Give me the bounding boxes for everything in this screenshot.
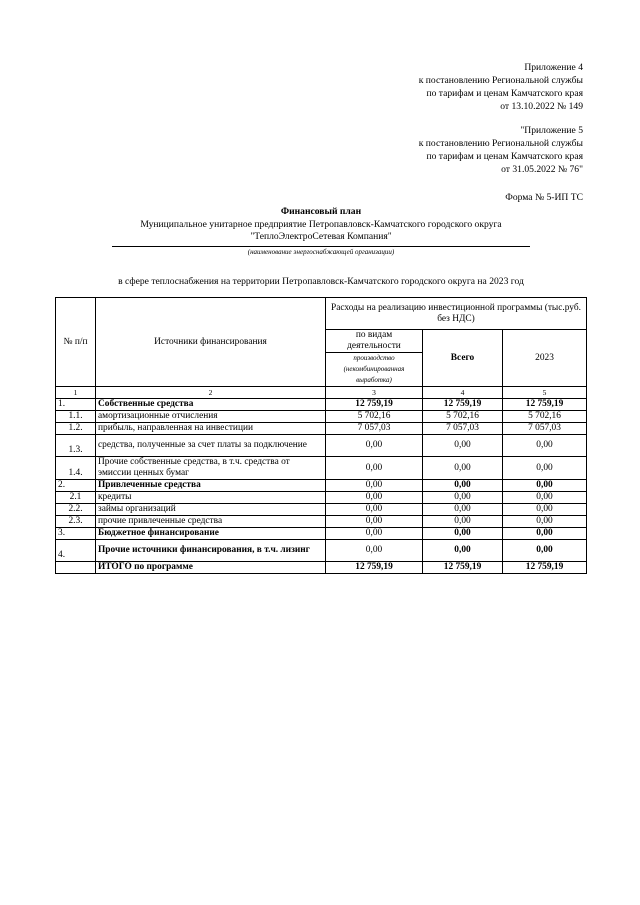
appendix-4-line: Приложение 4 bbox=[524, 62, 583, 73]
column-index: 4 bbox=[423, 387, 503, 399]
organization-caption: (наименование энергоснабжающей организации) bbox=[247, 248, 395, 256]
organization-underline bbox=[112, 246, 530, 247]
row-number: 1.1. bbox=[56, 411, 96, 423]
row-value-total: 12 759,19 bbox=[423, 562, 503, 574]
row-value-total: 0,00 bbox=[423, 457, 503, 480]
row-number: 3. bbox=[56, 528, 96, 540]
column-index-row bbox=[56, 387, 587, 399]
row-source-name: Прочие источники финансирования, в т.ч. лизинг bbox=[96, 540, 326, 562]
row-source-name: прочие привлеченные средства bbox=[96, 516, 326, 528]
row-source-name: Привлеченные средства bbox=[96, 480, 326, 492]
financial-plan-table bbox=[55, 297, 587, 574]
row-source-name: Собственные средства bbox=[96, 399, 326, 411]
plan-scope: в сфере теплоснабжения на территории Петропавловск-Камчатского городского округа на 2023 год bbox=[118, 276, 524, 287]
row-value-2023: 0,00 bbox=[503, 504, 587, 516]
column-index: 1 bbox=[56, 387, 96, 399]
appendix-5-line: по тарифам и ценам Камчатского края bbox=[426, 151, 583, 162]
header-number: № п/п bbox=[56, 298, 96, 387]
row-value-total: 0,00 bbox=[423, 435, 503, 457]
row-value-total: 0,00 bbox=[423, 480, 503, 492]
document-title: Финансовый план bbox=[280, 206, 362, 217]
row-value-2023: 0,00 bbox=[503, 540, 587, 562]
header-year: 2023 bbox=[503, 330, 587, 387]
row-number: 2.3. bbox=[56, 516, 96, 528]
table-row bbox=[56, 480, 587, 492]
row-value-2023: 12 759,19 bbox=[503, 399, 587, 411]
row-source-name: займы организаций bbox=[96, 504, 326, 516]
row-value-2023: 0,00 bbox=[503, 528, 587, 540]
table-row bbox=[56, 492, 587, 504]
row-value-production: 5 702,16 bbox=[326, 411, 423, 423]
row-value-production: 12 759,19 bbox=[326, 399, 423, 411]
row-number: 1.2. bbox=[56, 423, 96, 435]
row-number: 1.3. bbox=[56, 435, 96, 457]
row-value-production: 0,00 bbox=[326, 480, 423, 492]
table-row bbox=[56, 423, 587, 435]
row-value-2023: 0,00 bbox=[503, 516, 587, 528]
row-source-name: средства, полученные за счет платы за подключение bbox=[96, 435, 326, 457]
row-number: 4. bbox=[56, 540, 96, 562]
row-value-2023: 12 759,19 bbox=[503, 562, 587, 574]
row-value-total: 0,00 bbox=[423, 540, 503, 562]
table-row bbox=[56, 540, 587, 562]
row-value-total: 12 759,19 bbox=[423, 399, 503, 411]
row-value-2023: 7 057,03 bbox=[503, 423, 587, 435]
table-row bbox=[56, 435, 587, 457]
row-value-2023: 0,00 bbox=[503, 492, 587, 504]
appendix-5-header bbox=[419, 124, 583, 176]
row-value-production: 12 759,19 bbox=[326, 562, 423, 574]
table-row bbox=[56, 504, 587, 516]
row-number: 1.4. bbox=[56, 457, 96, 480]
organization-name-line2: "ТеплоЭлектроСетевая Компания" bbox=[250, 231, 392, 242]
row-value-2023: 0,00 bbox=[503, 480, 587, 492]
row-value-total: 7 057,03 bbox=[423, 423, 503, 435]
row-value-2023: 5 702,16 bbox=[503, 411, 587, 423]
form-label: Форма № 5-ИП ТС bbox=[505, 192, 583, 203]
row-value-production: 0,00 bbox=[326, 540, 423, 562]
organization-name-line1: Муниципальное унитарное предприятие Петропавловск-Камчатского городского округа bbox=[140, 219, 502, 230]
row-value-production: 7 057,03 bbox=[326, 423, 423, 435]
header-production: производство (некомбинированная выработка) bbox=[326, 353, 423, 387]
row-source-name: кредиты bbox=[96, 492, 326, 504]
row-value-total: 0,00 bbox=[423, 528, 503, 540]
header-expenses: Расходы на реализацию инвестиционной программы (тыс.руб. без НДС) bbox=[326, 298, 587, 330]
row-value-total: 0,00 bbox=[423, 504, 503, 516]
row-value-2023: 0,00 bbox=[503, 457, 587, 480]
appendix-4-header bbox=[419, 61, 583, 113]
header-funding-source: Источники финансирования bbox=[96, 298, 326, 387]
row-source-name: амортизационные отчисления bbox=[96, 411, 326, 423]
column-index: 5 bbox=[503, 387, 587, 399]
row-source-name: прибыль, направленная на инвестиции bbox=[96, 423, 326, 435]
table-row bbox=[56, 457, 587, 480]
row-value-production: 0,00 bbox=[326, 528, 423, 540]
row-source-name: Бюджетное финансирование bbox=[96, 528, 326, 540]
row-value-production: 0,00 bbox=[326, 492, 423, 504]
row-number bbox=[56, 562, 96, 574]
row-source-name: Прочие собственные средства, в т.ч. средства от эмиссии ценных бумаг bbox=[96, 457, 326, 480]
header-total: Всего bbox=[423, 330, 503, 387]
table-row bbox=[56, 562, 587, 574]
appendix-5-line: "Приложение 5 bbox=[520, 125, 583, 136]
row-number: 2.2. bbox=[56, 504, 96, 516]
column-index: 2 bbox=[96, 387, 326, 399]
table-row bbox=[56, 411, 587, 423]
row-number: 1. bbox=[56, 399, 96, 411]
row-value-production: 0,00 bbox=[326, 435, 423, 457]
row-value-production: 0,00 bbox=[326, 457, 423, 480]
row-number: 2.1 bbox=[56, 492, 96, 504]
row-value-production: 0,00 bbox=[326, 516, 423, 528]
table-row bbox=[56, 399, 587, 411]
row-source-name: ИТОГО по программе bbox=[96, 562, 326, 574]
appendix-4-line: к постановлению Региональной службы bbox=[418, 75, 583, 86]
appendix-4-line: от 13.10.2022 № 149 bbox=[500, 101, 583, 112]
header-by-activity: по видам деятельности bbox=[326, 330, 423, 353]
appendix-5-line: к постановлению Региональной службы bbox=[418, 138, 583, 149]
row-value-total: 5 702,16 bbox=[423, 411, 503, 423]
row-value-total: 0,00 bbox=[423, 516, 503, 528]
table-row bbox=[56, 516, 587, 528]
row-value-2023: 0,00 bbox=[503, 435, 587, 457]
appendix-4-line: по тарифам и ценам Камчатского края bbox=[426, 88, 583, 99]
row-value-total: 0,00 bbox=[423, 492, 503, 504]
row-number: 2. bbox=[56, 480, 96, 492]
table-header-row bbox=[56, 298, 587, 330]
column-index: 3 bbox=[326, 387, 423, 399]
row-value-production: 0,00 bbox=[326, 504, 423, 516]
table-row bbox=[56, 528, 587, 540]
appendix-5-line: от 31.05.2022 № 76" bbox=[501, 164, 583, 175]
